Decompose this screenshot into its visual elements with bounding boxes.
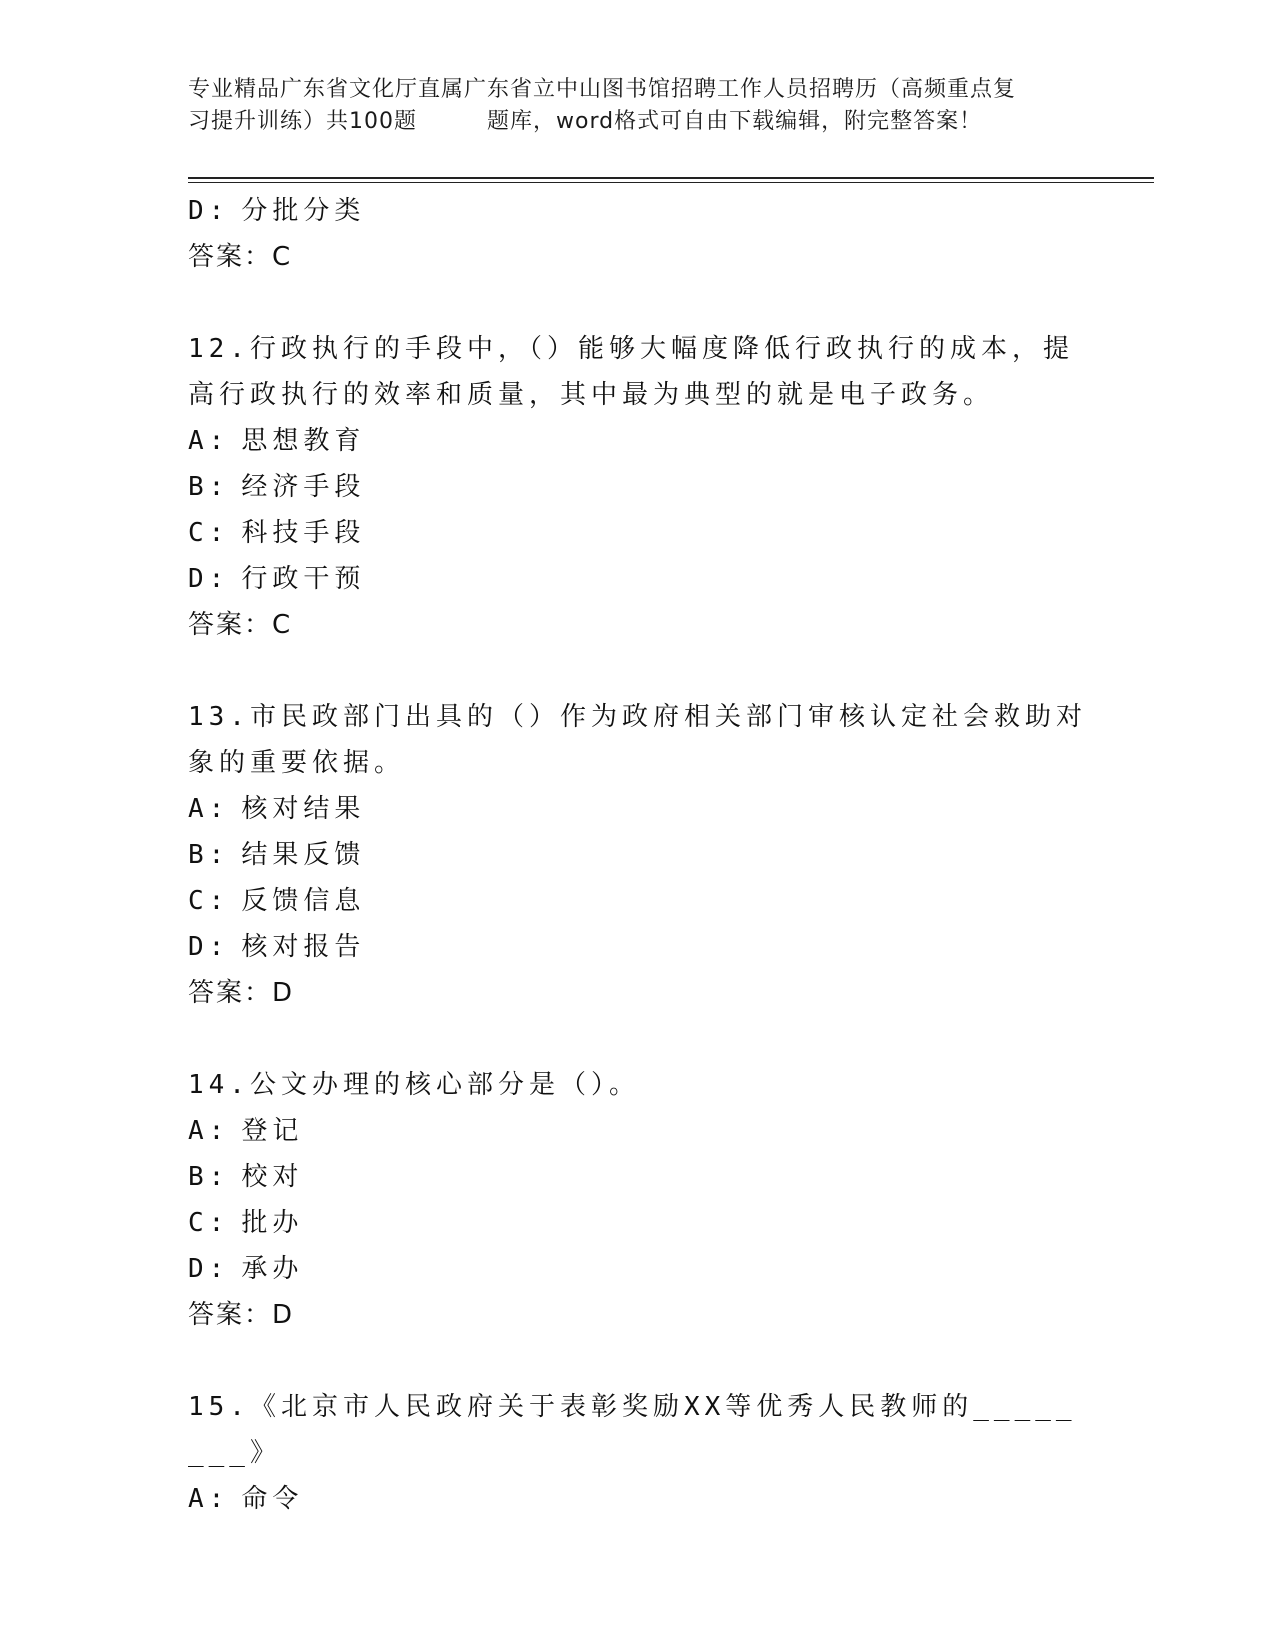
option-c [188,878,1088,924]
option-label: B: [188,472,230,502]
option-label: C: [188,518,230,548]
option-b [188,464,1088,510]
answer: 答案：D [188,1300,295,1330]
option-label: B: [188,840,230,870]
question-list [188,188,1088,1522]
option-text: 反馈信息 [241,886,366,916]
option-b [188,832,1088,878]
option-c [188,510,1088,556]
option-text: 分批分类 [241,196,366,226]
option-label: A: [188,426,230,456]
option-d [188,556,1088,602]
prev-option-d [188,188,1088,234]
option-text: 校对 [241,1162,304,1192]
question-spacer [188,1016,1088,1062]
option-label: D: [188,932,230,962]
option-label: A: [188,1484,230,1514]
option-text: 核对报告 [241,932,366,962]
option-label: C: [188,1208,230,1238]
header-line-1: 专业精品广东省文化厅直属广东省立中山图书馆招聘工作人员招聘历（高频重点复 [188,77,1017,102]
option-text: 经济手段 [241,472,366,502]
question-15 [188,1384,1088,1522]
question-spacer [188,280,1088,326]
option-a [188,786,1088,832]
option-label: A: [188,794,230,824]
option-b [188,1154,1088,1200]
option-text: 批办 [241,1208,304,1238]
question-spacer [188,648,1088,694]
option-text: 承办 [241,1254,304,1284]
option-label: B: [188,1162,230,1192]
option-text: 核对结果 [241,794,366,824]
option-label: A: [188,1116,230,1146]
question-13 [188,694,1088,1016]
option-d [188,1246,1088,1292]
option-a [188,418,1088,464]
header-line-2-left: 习提升训练）共100题 [188,109,417,134]
header-divider-thin [188,182,1154,183]
question-text: 12.行政执行的手段中，（）能够大幅度降低行政执行的成本，提高行政执行的效率和质量，其中最为典型的就是电子政务。 [188,334,1074,410]
answer: 答案：C [188,610,293,640]
option-text: 行政干预 [241,564,366,594]
option-text: 科技手段 [241,518,366,548]
page-header [188,74,1088,138]
question-text: 13.市民政部门出具的（）作为政府相关部门审核认定社会救助对象的重要依据。 [188,702,1087,778]
option-label: C: [188,886,230,916]
prev-answer: 答案：C [188,242,293,272]
header-divider-thick [188,177,1154,179]
option-a [188,1476,1088,1522]
option-label: D: [188,564,230,594]
question-14 [188,1062,1088,1338]
option-text: 思想教育 [241,426,366,456]
question-spacer [188,1338,1088,1384]
option-label: D: [188,196,230,226]
option-label: D: [188,1254,230,1284]
header-line-2 [188,106,1088,138]
header-line-2-right: 题库，word格式可自由下载编辑，附完整答案！ [487,109,983,134]
question-12 [188,326,1088,648]
option-text: 登记 [241,1116,304,1146]
option-c [188,1200,1088,1246]
option-a [188,1108,1088,1154]
option-text: 结果反馈 [241,840,366,870]
option-d [188,924,1088,970]
answer: 答案：D [188,978,295,1008]
option-text: 命令 [241,1484,304,1514]
question-text: 14.公文办理的核心部分是（）。 [188,1070,640,1100]
question-text: 15.《北京市人民政府关于表彰奖励XX等优秀人民教师的________》 [188,1392,1077,1468]
